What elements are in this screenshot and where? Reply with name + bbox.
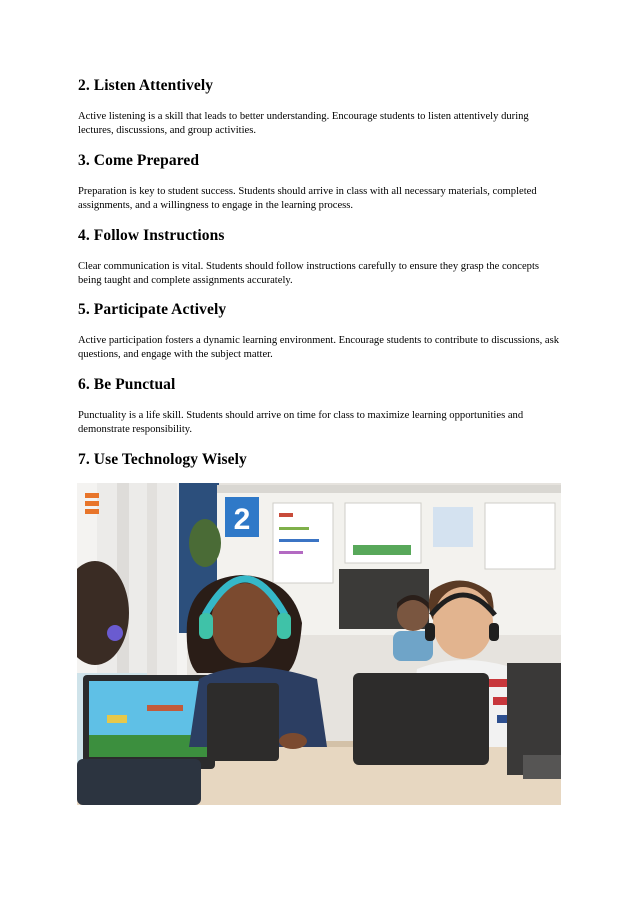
section-participate-actively [78, 301, 562, 360]
section-heading: 4. Follow Instructions [78, 227, 225, 244]
section-body: Clear communication is vital. Students should follow instructions carefully to ensure they grasp the concepts being taught and complete assignments accurately. [78, 261, 540, 286]
section-use-technology-wisely [78, 451, 562, 469]
section-listen-attentively [78, 77, 562, 136]
board-number: 2 [233, 503, 251, 536]
section-body: Preparation is key to student success. Students should arrive in class with all necessary materials, completed assignments, and a willingness to engage in the learning process. [78, 186, 537, 211]
section-heading: 7. Use Technology Wisely [78, 451, 247, 468]
section-heading: 3. Come Prepared [78, 152, 200, 169]
brand-logo [85, 493, 99, 498]
section-be-punctual [78, 376, 562, 435]
section-heading: 5. Participate Actively [78, 301, 227, 318]
section-body: Active participation fosters a dynamic learning environment. Encourage students to contribute to discussions, ask questions, and engage with the subject matter. [78, 335, 560, 360]
section-body: Active listening is a skill that leads to better understanding. Encourage students to listen attentively during lectures, discussions, and group activities. [78, 111, 529, 136]
section-heading: 2. Listen Attentively [78, 77, 214, 94]
section-come-prepared [78, 152, 562, 211]
classroom-photo [77, 483, 561, 805]
laptop [353, 673, 489, 765]
section-follow-instructions [78, 227, 562, 286]
section-body: Punctuality is a life skill. Students should arrive on time for class to maximize learning opportunities and demonstrate responsibility. [78, 410, 524, 435]
section-heading: 6. Be Punctual [78, 376, 176, 393]
